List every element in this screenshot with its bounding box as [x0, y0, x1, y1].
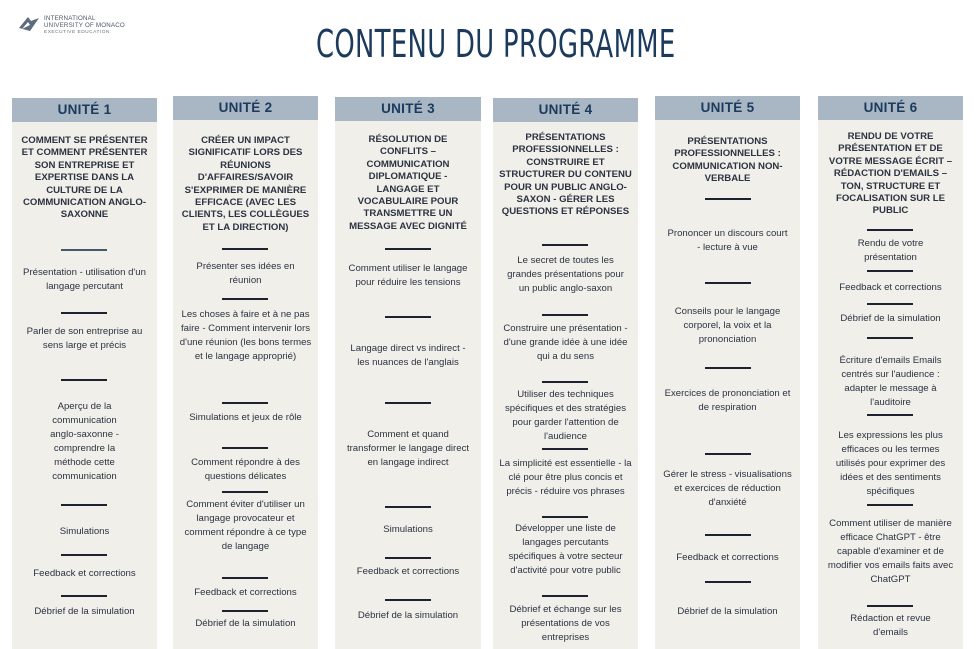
list-item: Aperçu de la communication anglo-saxonne - comprendre la méthode cette communication: [50, 401, 119, 482]
divider: [61, 554, 107, 556]
divider: [542, 314, 588, 316]
unit-column-4: [493, 98, 638, 649]
divider: [61, 312, 107, 314]
list-item: Simulations et jeux de rôle: [189, 412, 302, 423]
unit-topic: PRÉSENTATIONS PROFESSIONNELLES : COMMUNICATION NON-VERBALE: [672, 136, 783, 185]
divider: [542, 595, 588, 597]
list-item: Simulations: [383, 524, 433, 535]
divider: [385, 402, 431, 404]
divider: [867, 337, 913, 339]
divider: [542, 448, 588, 450]
logo-line-3: EXECUTIVE EDUCATION: [44, 30, 110, 35]
divider: [385, 599, 431, 601]
divider: [61, 504, 107, 506]
list-item: Comment utiliser de manière efficace ChatGPT - être capable d'examiner et de modifier vos emails faits avec ChatGPT: [827, 518, 954, 585]
list-item: Gérer le stress - visualisations et exercices de réduction d'anxiété: [663, 469, 792, 508]
list-item: Utiliser des techniques spécifiques et des stratégies pour garder l'attention de l'audience: [504, 389, 627, 442]
unit-header: UNITÉ 5: [655, 96, 800, 120]
list-item: Comment et quand transformer le langage direct en langage indirect: [346, 429, 470, 468]
unit-topic: RÉSOLUTION DE CONFLITS – COMMUNICATION DIPLOMATIQUE - LANGAGE ET VOCABULAIRE POUR TRANSMETTRE UN MESSAGE AVEC DIGNITÉ: [349, 134, 467, 232]
divider: [867, 414, 913, 416]
divider: [705, 367, 751, 369]
divider: [222, 447, 268, 449]
unit-header: UNITÉ 3: [335, 97, 481, 121]
list-item: Présenter ses idées en réunion: [196, 261, 295, 286]
list-item: Écriture d'emails Emails centrés sur l'audience : adapter le message à l'auditoire: [839, 355, 942, 408]
logo-text: [44, 15, 125, 36]
list-item: Construire une présentation - d'une grande idée à une idée qui a du sens: [503, 323, 628, 362]
divider: [867, 303, 913, 305]
list-item: Les choses à faire et à ne pas faire - Comment intervenir lors d'une réunion (les bons termes et le langage approprié): [179, 309, 312, 362]
divider: [867, 605, 913, 607]
list-item: Langage direct vs indirect - les nuances de l'anglais: [350, 343, 466, 368]
list-item: Débrief de la simulation: [195, 618, 296, 629]
unit-topic: PRÉSENTATIONS PROFESSIONNELLES : CONSTRUIRE ET STRUCTURER DU CONTENU POUR UN PUBLIC ANGLO-SAXON - GÉRER LES QUESTIONS ET RÉPONSES: [499, 132, 632, 218]
divider: [222, 577, 268, 579]
unit-header: UNITÉ 6: [818, 96, 963, 120]
list-item: Comment utiliser le langage pour réduire les tensions: [348, 263, 468, 288]
list-item: Débrief de la simulation: [357, 610, 459, 621]
divider: [222, 610, 268, 612]
divider: [867, 229, 913, 231]
unit-column-2: [173, 96, 318, 649]
divider: [222, 402, 268, 404]
logo-mark-icon: [18, 14, 40, 34]
divider: [542, 516, 588, 518]
unit-topic: CRÉER UN IMPACT SIGNIFICATIF LORS DES RÉUNIONS D'AFFAIRES/SAVOIR S'EXPRIMER DE MANIÈRE EFFICACE (AVEC LES CLIENTS, LES COLLÈGUES ET LA DIRECTION): [181, 135, 310, 233]
divider: [61, 249, 107, 251]
list-item: Présentation - utilisation d'un langage percutant: [23, 267, 146, 292]
unit-column-3: [335, 97, 481, 649]
list-item: Exercices de prononciation et de respiration: [664, 388, 791, 413]
unit-column-6: [818, 96, 963, 649]
unit-column-5: [655, 96, 800, 649]
unit-header: UNITÉ 1: [12, 98, 157, 122]
divider: [385, 248, 431, 250]
unit-topic: RENDU DE VOTRE PRÉSENTATION ET DE VOTRE MESSAGE ÉCRIT – RÉDACTION D'EMAILS – TON, STRUCTURE ET FOCALISATION SUR LE PUBLIC: [828, 131, 953, 217]
divider: [61, 379, 107, 381]
list-item: Comment répondre à des questions délicates: [191, 457, 300, 482]
unit-topic: COMMENT SE PRÉSENTER ET COMMENT PRÉSENTER SON ENTREPRISE ET EXPERTISE DANS LA CULTURE DE LA COMMUNICATION ANGLO-SAXONNE: [21, 135, 148, 221]
divider: [385, 557, 431, 559]
list-item: Débrief de la simulation: [34, 606, 135, 617]
list-item: Rédaction et revue d'emails: [850, 613, 931, 638]
list-item: Prononcer un discours court - lecture à vue: [667, 228, 788, 253]
divider: [222, 248, 268, 250]
list-item: Parler de son entreprise au sens large et précis: [26, 326, 143, 351]
divider: [705, 198, 751, 200]
unit-header: UNITÉ 4: [493, 98, 638, 122]
list-item: Débrief de la simulation: [840, 313, 941, 324]
list-item: Rendu de votre présentation: [857, 238, 924, 263]
list-item: Simulations: [59, 526, 110, 537]
divider: [61, 595, 107, 597]
list-item: Feedback et corrections: [356, 566, 460, 577]
unit-header: UNITÉ 2: [173, 96, 318, 120]
list-item: Comment éviter d'utiliser un langage provocateur et comment répondre à ce type de langage: [184, 499, 307, 552]
divider: [385, 316, 431, 318]
divider: [385, 506, 431, 508]
divider: [705, 282, 751, 284]
list-item: La simplicité est essentielle - la clé pour être plus concis et précis - réduire vos phrases: [499, 458, 632, 497]
divider: [705, 581, 751, 583]
page-title: CONTENU DU PROGRAMME: [316, 22, 676, 66]
unit-column-1: [12, 98, 157, 649]
list-item: Débrief de la simulation: [677, 606, 778, 617]
logo-line-2: UNIVERSITY OF MONACO: [44, 22, 125, 29]
divider: [867, 270, 913, 272]
list-item: Le secret de toutes les grandes présentations pour un public anglo-saxon: [507, 255, 624, 294]
list-item: Feedback et corrections: [839, 282, 942, 293]
divider: [222, 491, 268, 493]
list-item: Les expressions les plus efficaces ou les termes utilisés pour exprimer des idées et des sentiments spécifiques: [835, 430, 946, 497]
list-item: Débrief et échange sur les présentations de vos entreprises: [509, 604, 622, 643]
divider: [222, 298, 268, 300]
list-item: Feedback et corrections: [33, 568, 136, 579]
divider: [542, 244, 588, 246]
list-item: Feedback et corrections: [194, 587, 297, 598]
divider: [867, 504, 913, 506]
list-item: Développer une liste de langages percutants spécifiques à votre secteur d'activité pour votre public: [508, 523, 623, 576]
divider: [542, 381, 588, 383]
logo-line-1: INTERNATIONAL: [44, 15, 96, 22]
divider: [705, 534, 751, 536]
list-item: Conseils pour le langage corporel, la voix et la prononciation: [674, 306, 781, 345]
divider: [705, 453, 751, 455]
university-logo: [18, 14, 178, 40]
list-item: Feedback et corrections: [676, 552, 779, 563]
